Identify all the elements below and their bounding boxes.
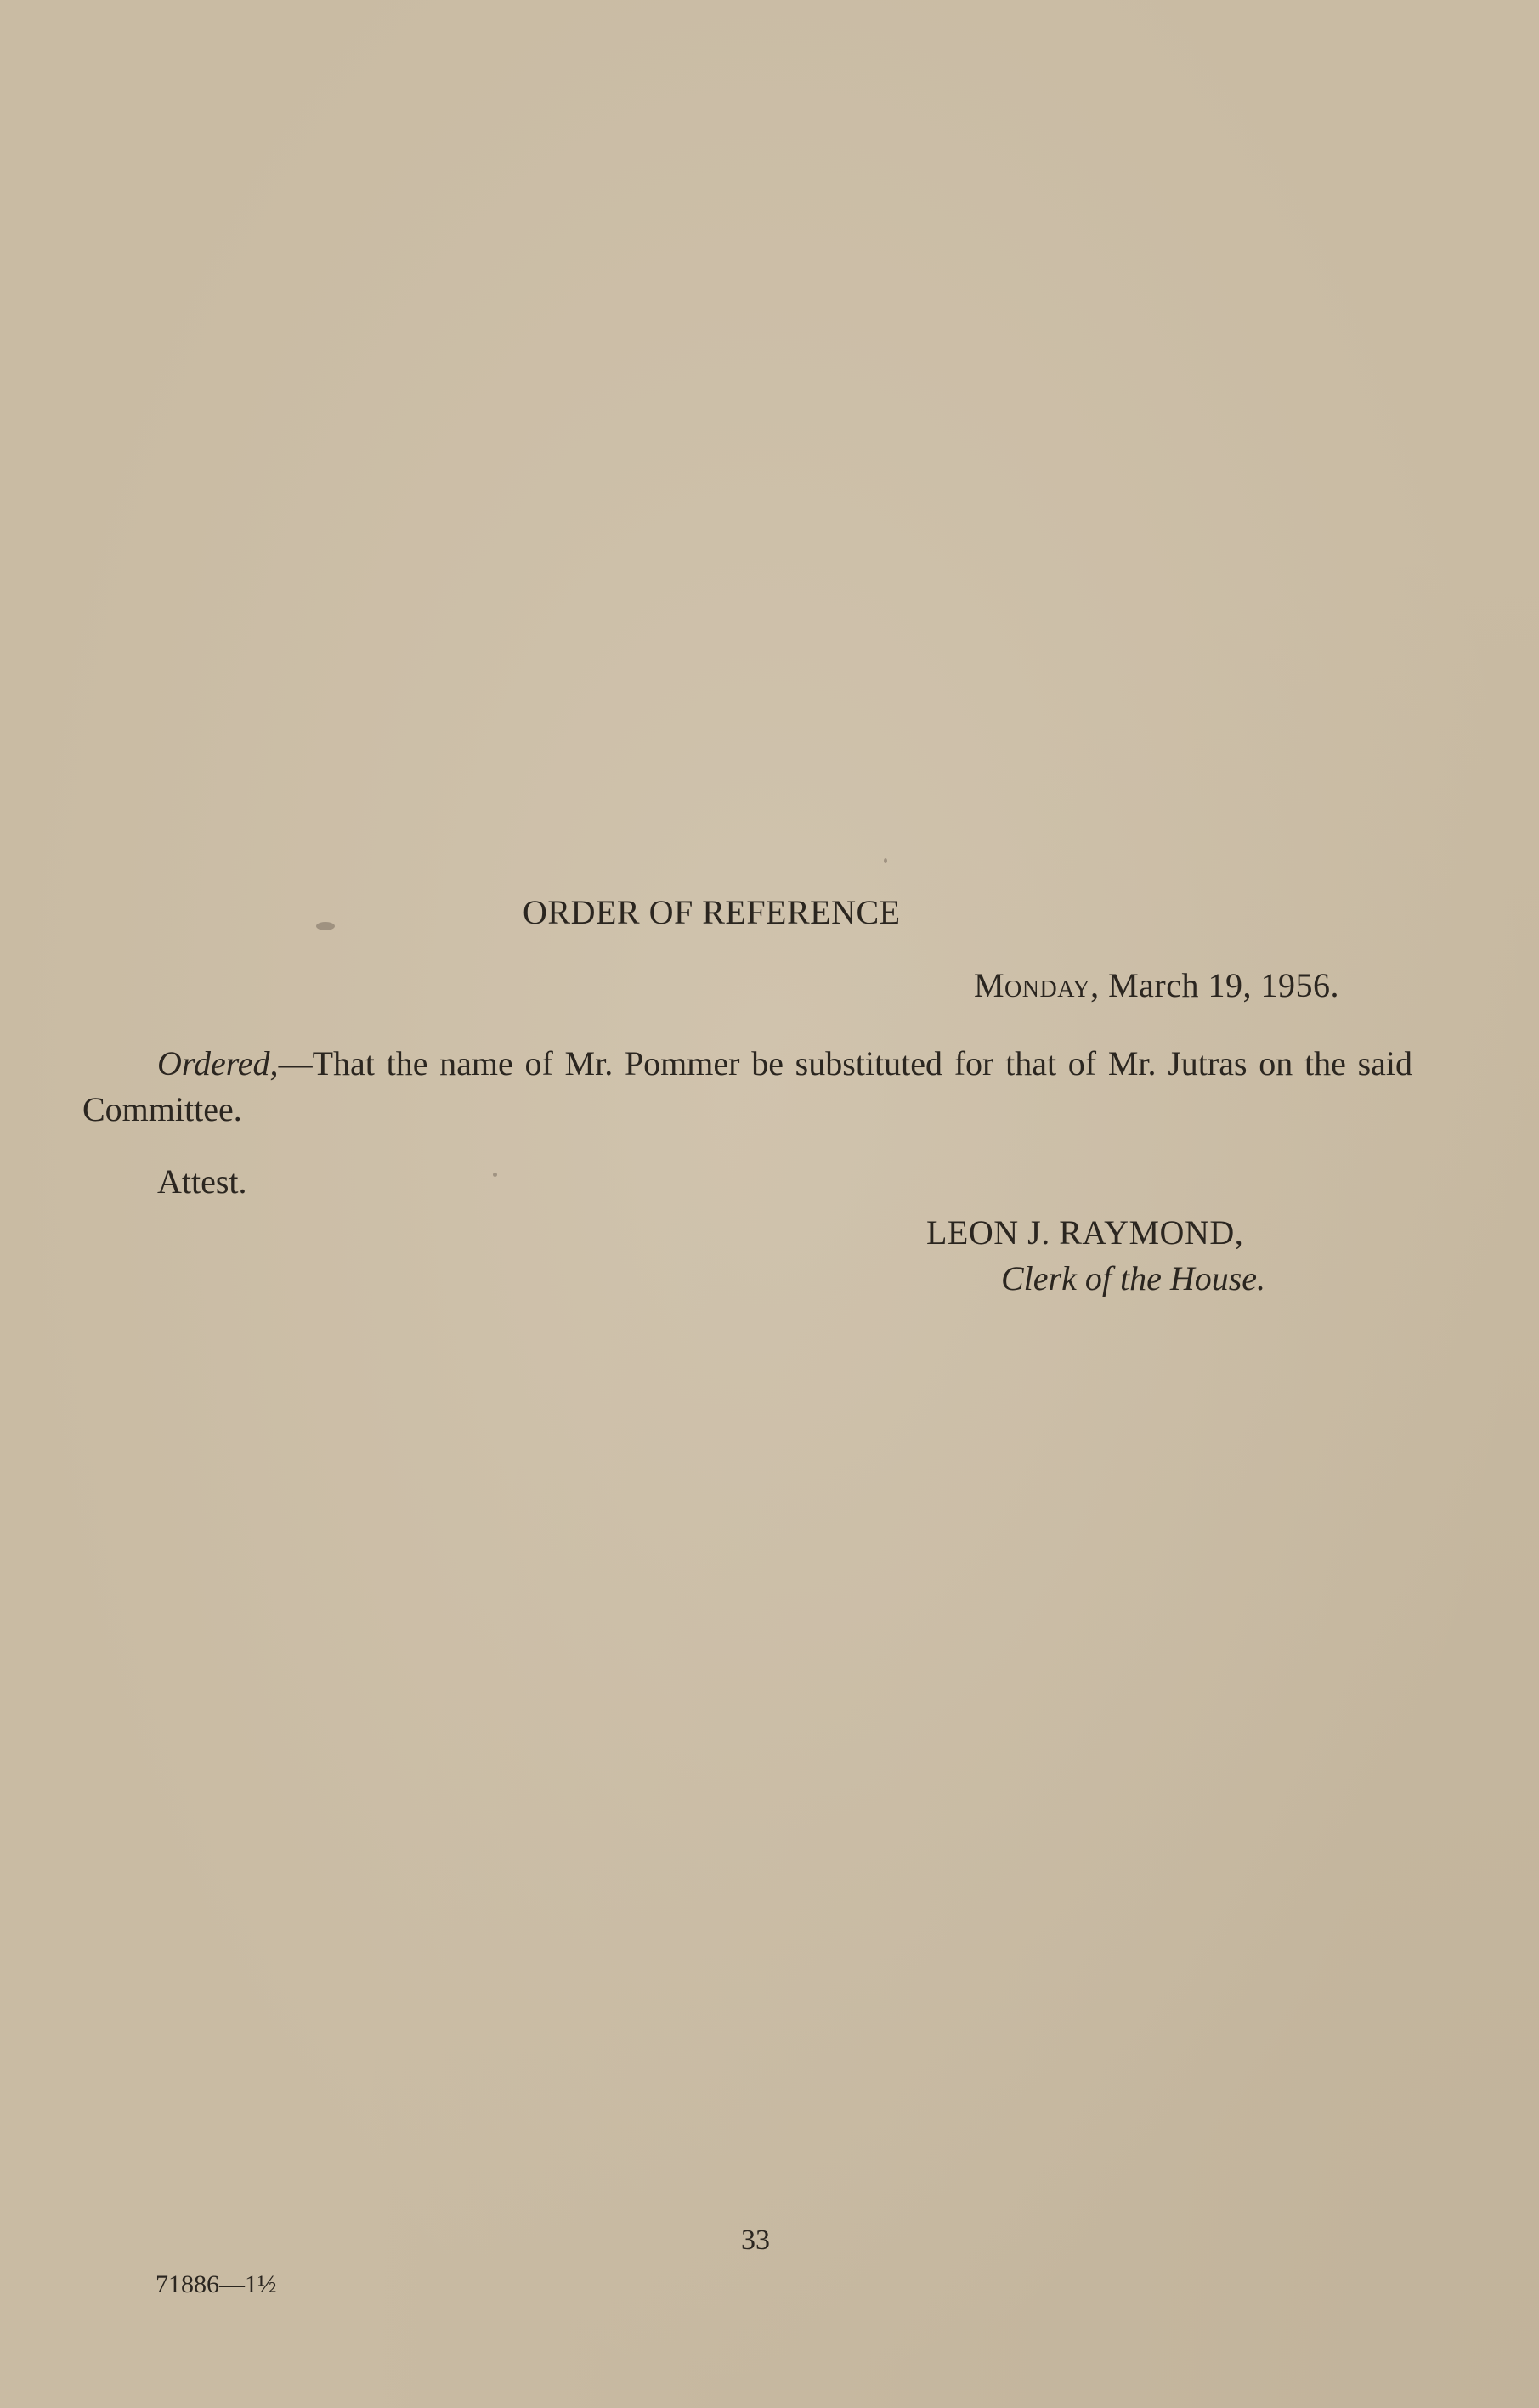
page-number: 33 bbox=[741, 2224, 770, 2256]
ink-speck bbox=[316, 922, 335, 930]
order-text: —That the name of Mr. Pommer be substituted for that of Mr. Jutras on the said Committee. bbox=[82, 1044, 1412, 1128]
date-day: Monday bbox=[973, 966, 1091, 1004]
signatory-name: LEON J. RAYMOND, bbox=[926, 1213, 1244, 1252]
ink-speck bbox=[884, 858, 887, 863]
signatory-title: Clerk of the House. bbox=[1001, 1259, 1266, 1297]
attest-label: Attest. bbox=[157, 1162, 247, 1201]
ink-speck bbox=[493, 1173, 497, 1177]
print-code: 71886—1½ bbox=[156, 2270, 277, 2298]
order-lead: Ordered, bbox=[157, 1044, 279, 1082]
date-rest: , March 19, 1956. bbox=[1090, 966, 1339, 1004]
order-paragraph bbox=[82, 1041, 1412, 1133]
document-heading: ORDER OF REFERENCE bbox=[523, 893, 901, 931]
document-date bbox=[974, 965, 1339, 1006]
